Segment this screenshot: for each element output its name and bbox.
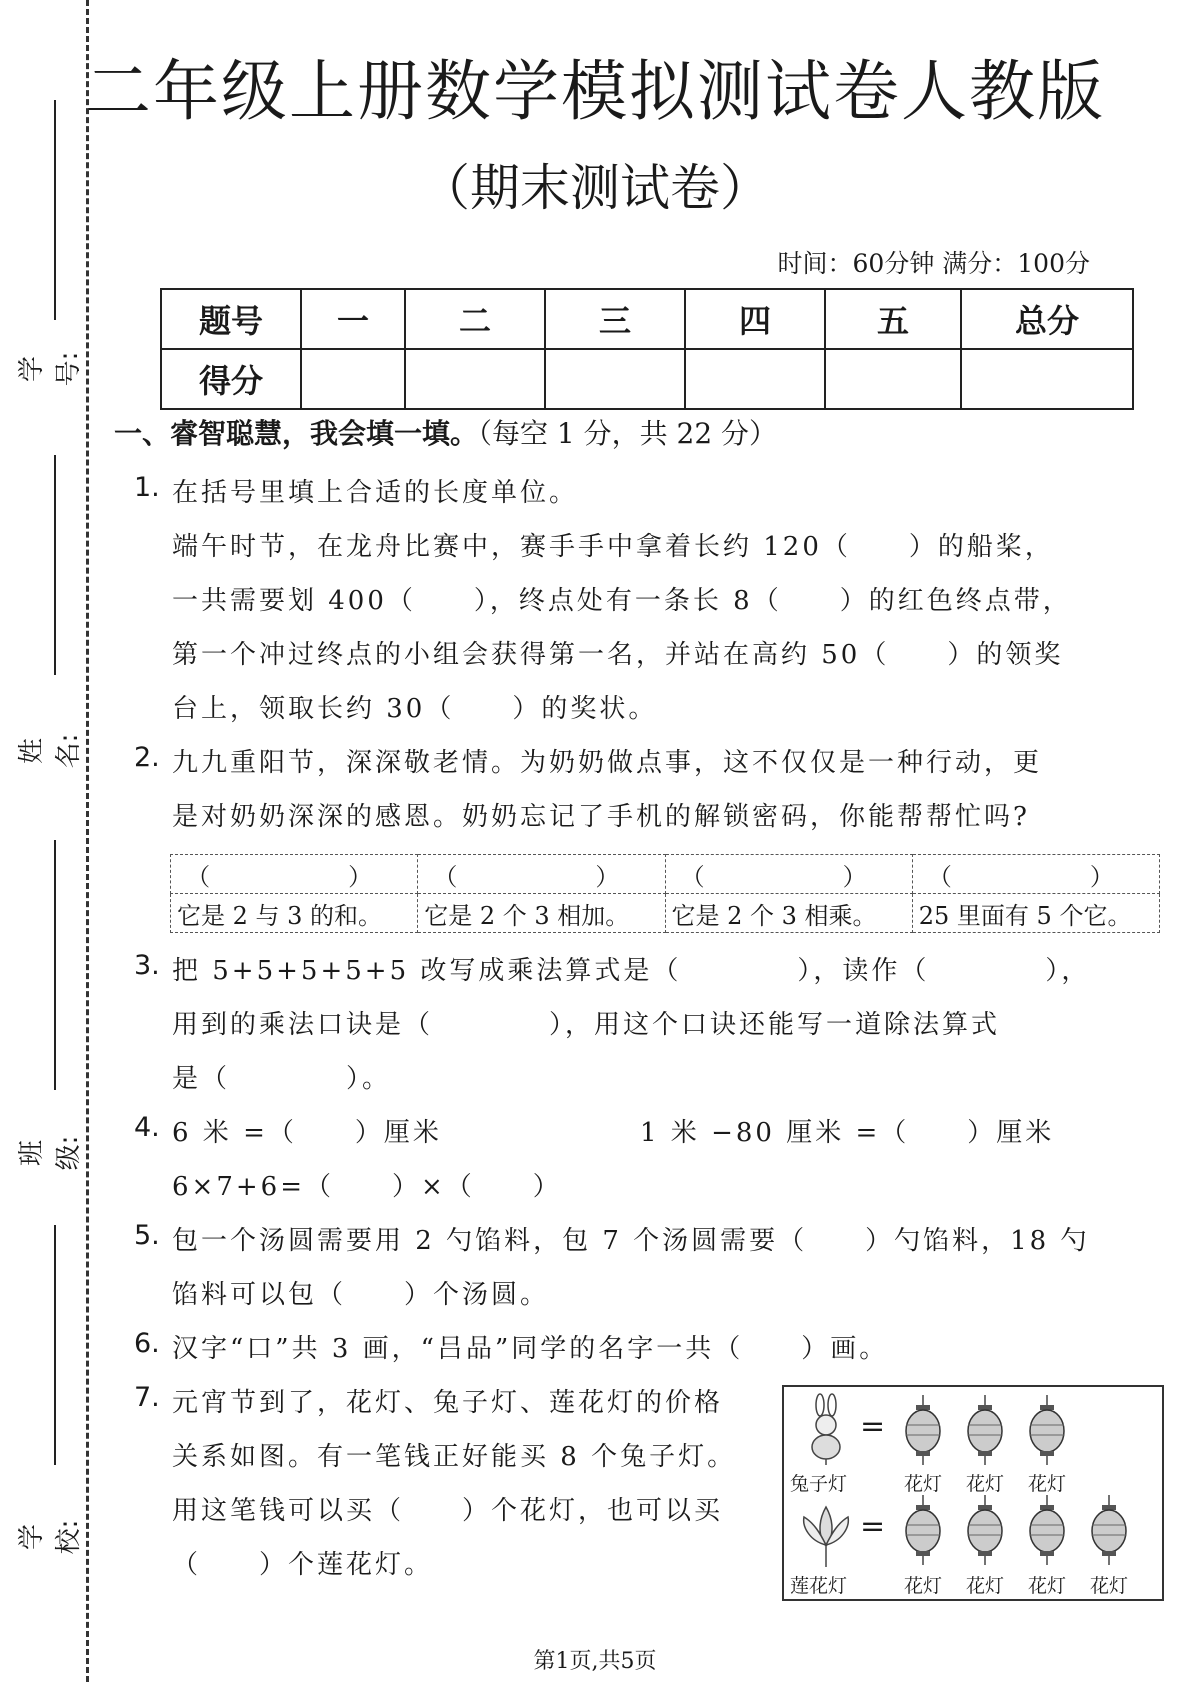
page-title: 二年级上册数学模拟测试卷人教版 <box>85 53 1105 130</box>
score-header-cell: 题号 <box>161 289 301 349</box>
password-clue-cell: 它是 2 个 3 相乘。 <box>665 894 912 933</box>
flower-lantern-label: 花灯 <box>1090 1575 1129 1597</box>
rabbit-lantern-icon <box>796 1393 856 1467</box>
score-header-cell: 总分 <box>961 289 1133 349</box>
flower-lantern-label: 花灯 <box>904 1575 943 1597</box>
q3-line-2: 用到的乘法口诀是（ ），用这个口诀还能写一道除法算式 <box>172 1010 1001 1040</box>
score-value-cell[interactable] <box>961 349 1133 409</box>
password-answer-cell[interactable]: （ ） <box>912 855 1159 894</box>
score-value-row <box>161 349 1133 409</box>
q1-line-4: 第一个冲过终点的小组会获得第一名，并站在高约 50（ ）的领奖 <box>172 640 1064 670</box>
q5-line-2: 馅料可以包（ ）个汤圆。 <box>172 1280 550 1310</box>
equals-sign: = <box>860 1509 886 1544</box>
password-clue-cell: 25 里面有 5 个它。 <box>912 894 1159 933</box>
q4-item-a: 6 米 =（ ）厘米 <box>172 1118 442 1148</box>
page-footer: 第1页,共5页 <box>533 1649 657 1674</box>
password-answer-cell[interactable]: （ ） <box>171 855 418 894</box>
lantern-price-figure <box>782 1385 1164 1601</box>
flower-lantern-label: 花灯 <box>966 1575 1005 1597</box>
flower-lantern-icon <box>1088 1495 1130 1567</box>
question-number: 4. <box>134 1112 160 1143</box>
q6-line: 汉字“口”共 3 画，“吕品”同学的名字一共（ ）画。 <box>172 1334 889 1364</box>
flower-lantern-icon <box>964 1495 1006 1567</box>
section-1-title: 一、睿智聪慧，我会填一填。 <box>114 417 479 450</box>
q1-line-2: 端午时节，在龙舟比赛中，赛手手中拿着长约 120（ ）的船桨， <box>172 532 1054 562</box>
score-header-cell: 五 <box>825 289 961 349</box>
q2-line-2: 是对奶奶深深的感恩。奶奶忘记了手机的解锁密码，你能帮帮忙吗? <box>172 802 1030 832</box>
school-label: 学校: <box>17 1519 84 1555</box>
q2-line-1: 九九重阳节，深深敬老情。为奶奶做点事，这不仅仅是一种行动，更 <box>172 748 1043 778</box>
password-clue-row <box>171 894 1160 933</box>
score-header-row <box>161 289 1133 349</box>
score-value-cell[interactable] <box>405 349 545 409</box>
q1-line-3: 一共需要划 400（ ），终点处有一条长 8（ ）的红色终点带， <box>172 586 1072 616</box>
password-table <box>170 854 1160 933</box>
score-header-cell: 二 <box>405 289 545 349</box>
score-value-cell[interactable] <box>301 349 405 409</box>
score-value-cell[interactable] <box>685 349 825 409</box>
flower-lantern-icon <box>902 1395 944 1467</box>
flower-lantern-icon <box>1026 1395 1068 1467</box>
question-number: 3. <box>134 950 160 981</box>
q7-line-4: （ ）个莲花灯。 <box>172 1550 434 1580</box>
q5-line-1: 包一个汤圆需要用 2 勺馅料，包 7 个汤圆需要（ ）勺馅料，18 勺 <box>172 1226 1090 1256</box>
question-number: 2. <box>134 742 160 773</box>
flower-lantern-icon <box>1026 1495 1068 1567</box>
score-header-cell: 三 <box>545 289 685 349</box>
section-1-header <box>114 412 777 452</box>
question-number: 6. <box>134 1328 160 1359</box>
section-1-note: （每空 1 分，共 22 分） <box>478 417 778 450</box>
flower-lantern-label: 花灯 <box>966 1473 1005 1495</box>
score-value-cell[interactable] <box>545 349 685 409</box>
q7-line-3: 用这笔钱可以买（ ）个花灯，也可以买 <box>172 1496 724 1526</box>
student-id-label: 学号: <box>17 351 84 387</box>
class-label: 班级: <box>17 1135 84 1171</box>
q3-line-3: 是（ ）。 <box>172 1064 392 1094</box>
score-header-cell: 四 <box>685 289 825 349</box>
flower-lantern-icon <box>964 1395 1006 1467</box>
score-value-cell[interactable] <box>825 349 961 409</box>
flower-lantern-label: 花灯 <box>1028 1473 1067 1495</box>
password-clue-cell: 它是 2 个 3 相加。 <box>418 894 665 933</box>
score-table <box>160 288 1134 410</box>
password-answer-cell[interactable]: （ ） <box>418 855 665 894</box>
q3-line-1: 把 5+5+5+5+5 改写成乘法算式是（ ），读作（ ）， <box>172 956 1091 986</box>
flower-lantern-label: 花灯 <box>904 1473 943 1495</box>
page-subtitle: （期末测试卷） <box>420 159 770 217</box>
q7-line-1: 元宵节到了，花灯、兔子灯、莲花灯的价格 <box>172 1388 724 1418</box>
lotus-lantern-label: 莲花灯 <box>790 1575 848 1597</box>
lotus-lantern-icon <box>796 1497 856 1569</box>
exam-meta: 时间：60分钟 满分：100分 <box>777 249 1090 278</box>
password-answer-row <box>171 855 1160 894</box>
equals-sign: = <box>860 1409 886 1444</box>
password-clue-cell: 它是 2 与 3 的和。 <box>171 894 418 933</box>
score-value-label: 得分 <box>161 349 301 409</box>
password-answer-cell[interactable]: （ ） <box>665 855 912 894</box>
flower-lantern-label: 花灯 <box>1028 1575 1067 1597</box>
question-number: 7. <box>134 1382 160 1413</box>
q4-item-c: 6×7+6=（ ）×（ ） <box>172 1172 562 1202</box>
rabbit-lantern-label: 兔子灯 <box>790 1473 848 1495</box>
flower-lantern-icon <box>902 1495 944 1567</box>
q4-item-b: 1 米 −80 厘米 =（ ）厘米 <box>640 1118 1055 1148</box>
question-number: 5. <box>134 1220 160 1251</box>
school-line <box>54 1225 56 1465</box>
q7-line-2: 关系如图。有一笔钱正好能买 8 个兔子灯。 <box>172 1442 737 1472</box>
question-number: 1. <box>134 472 160 503</box>
class-line <box>54 840 56 1090</box>
name-line <box>54 455 56 675</box>
score-header-cell: 一 <box>301 289 405 349</box>
binding-dashed-line <box>86 0 89 1682</box>
name-label: 姓名: <box>17 733 84 769</box>
q1-line-1: 在括号里填上合适的长度单位。 <box>172 478 579 508</box>
q1-line-5: 台上，领取长约 30（ ）的奖状。 <box>172 694 658 724</box>
